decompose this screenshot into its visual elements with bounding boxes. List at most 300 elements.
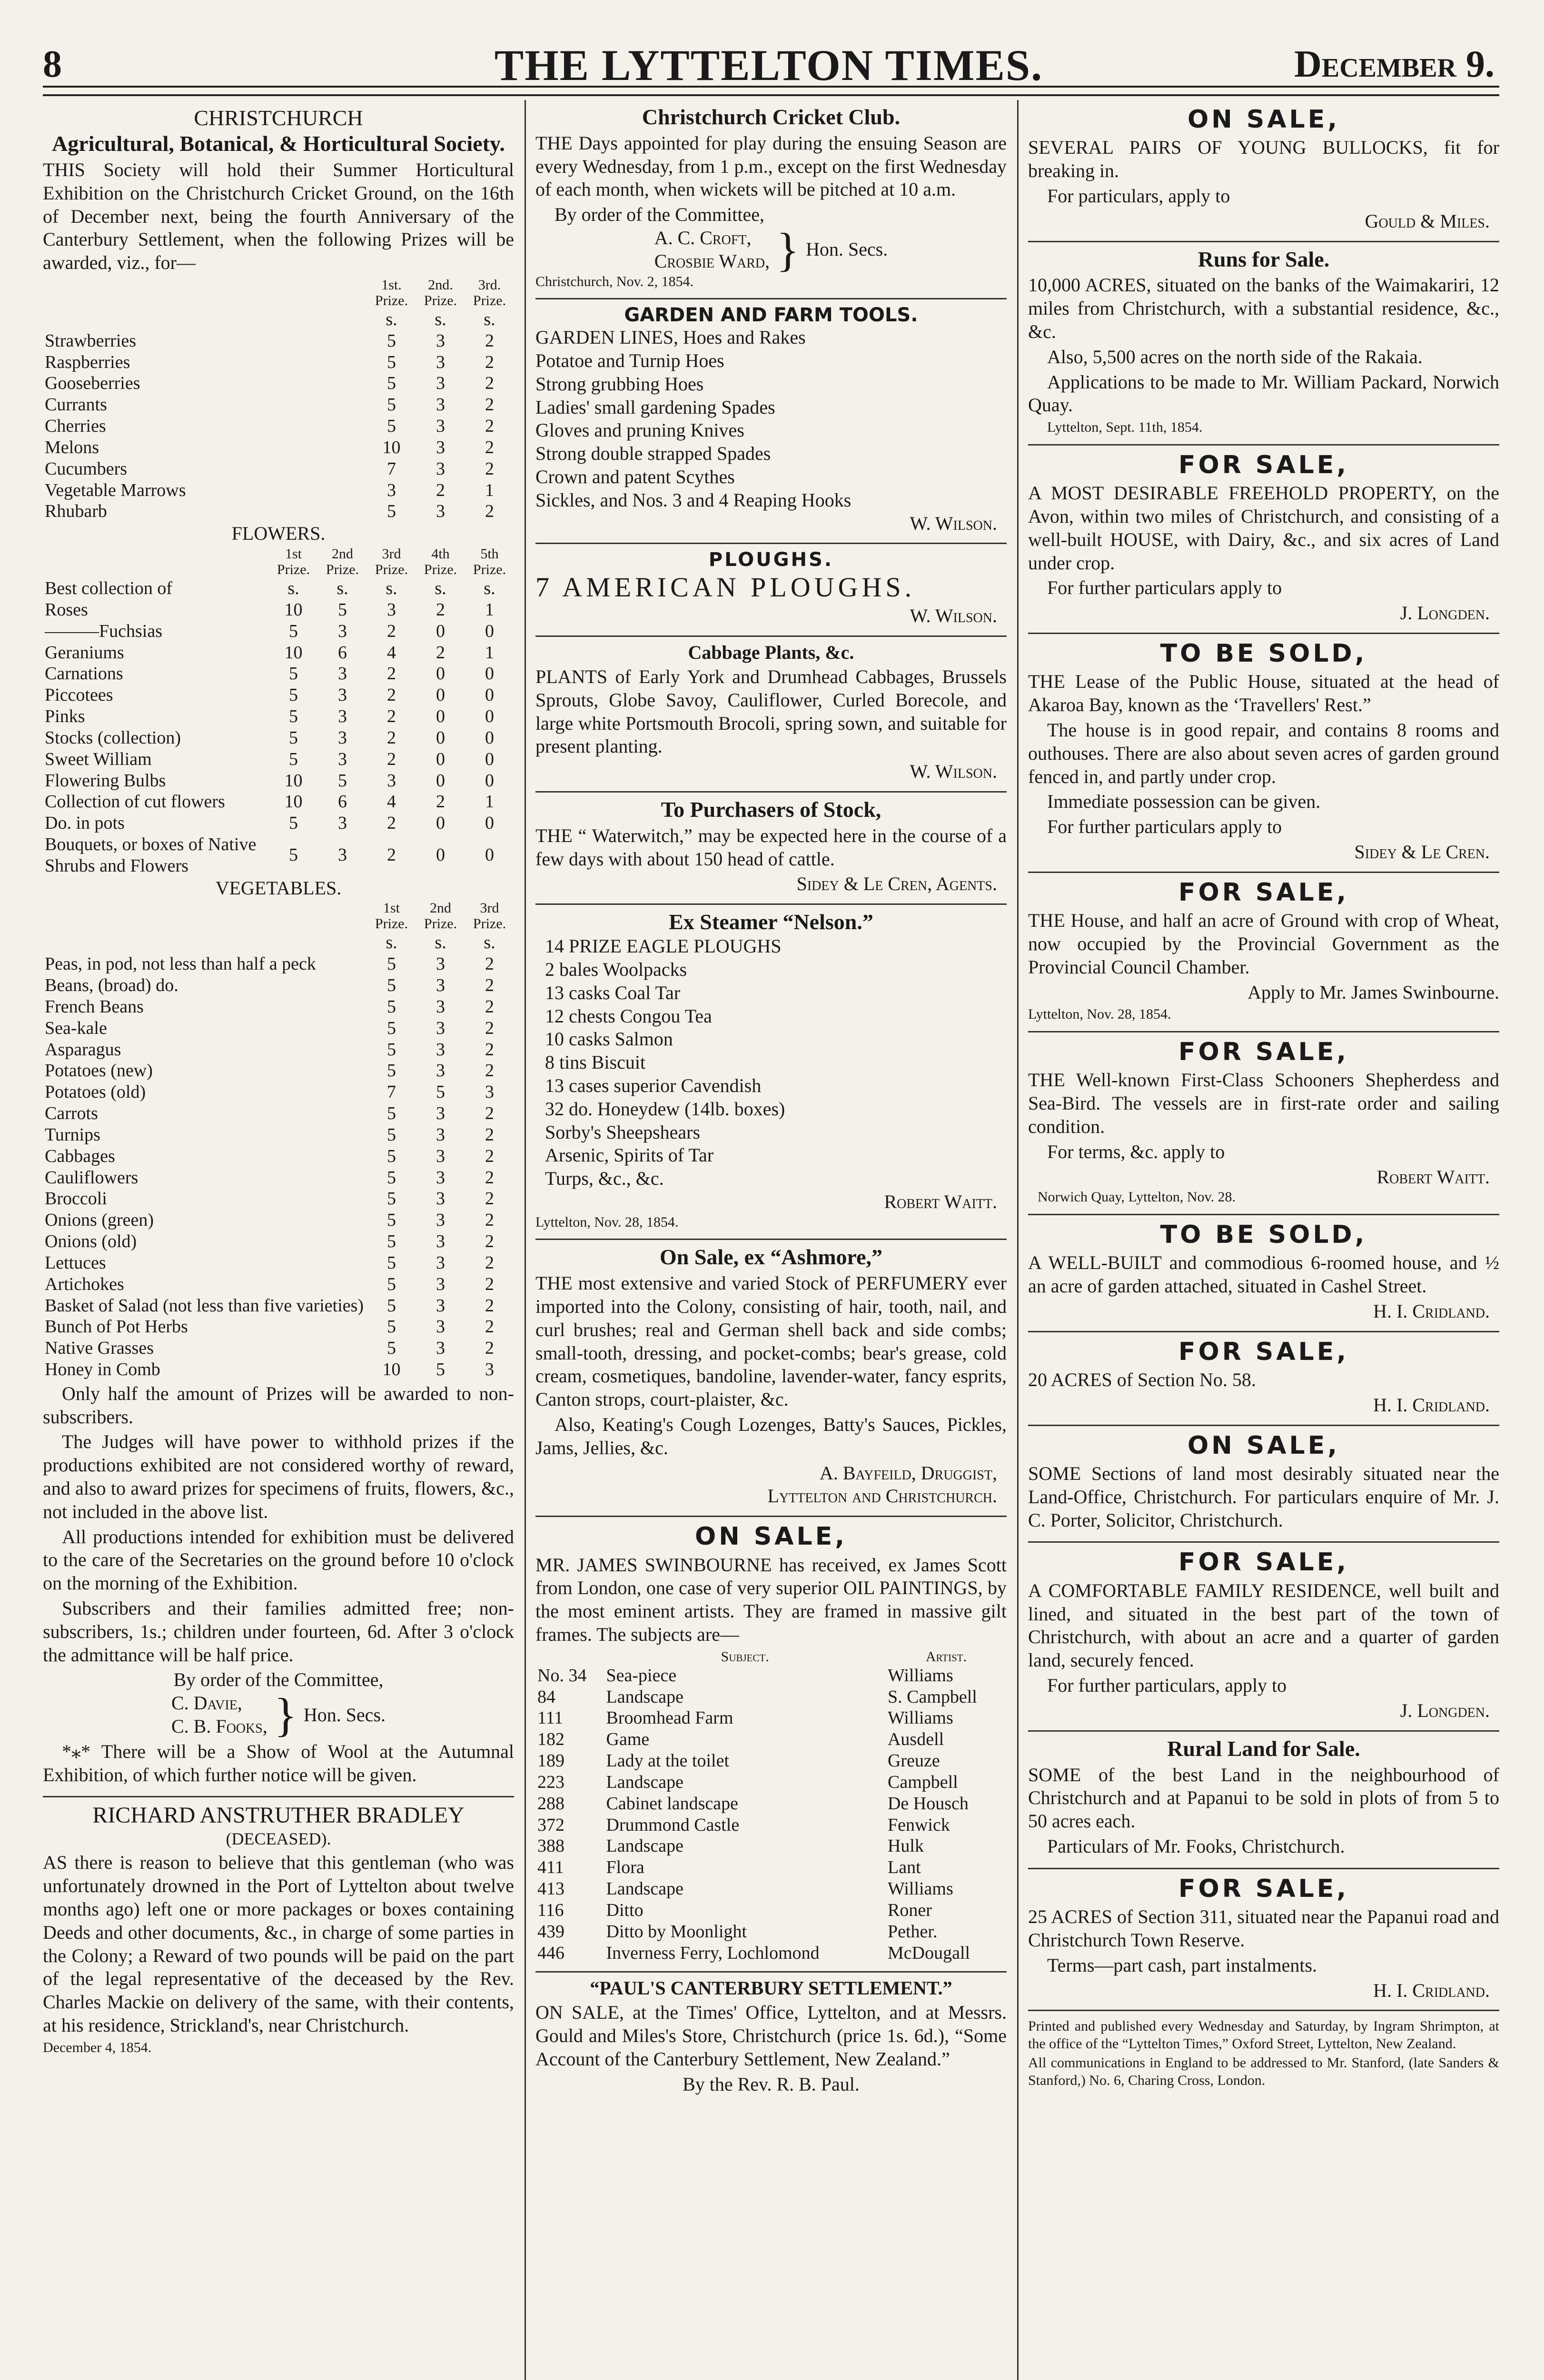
prize-category: Native Grasses	[45, 1338, 154, 1359]
prize-amount: 7	[387, 1082, 396, 1102]
prize-amount: 5	[436, 1082, 445, 1102]
prize-amount: 5	[387, 330, 396, 351]
masthead-rule	[43, 86, 1499, 96]
prize-amount: 3	[436, 1317, 445, 1337]
prize-amount: 3	[338, 685, 347, 705]
prize-amount: 2	[485, 1295, 494, 1316]
prize-amount: 0	[436, 621, 445, 641]
column-header: 3rd. Prize.	[473, 277, 506, 308]
prize-category: Onions (old)	[45, 1231, 137, 1252]
table-row	[43, 1274, 514, 1295]
notice-title: Christchurch Cricket Club.	[642, 105, 901, 129]
prize-amount: 5	[289, 727, 298, 748]
list-item: Turps, &c., &c.	[545, 1168, 664, 1190]
freehold-property-ad	[1028, 446, 1499, 634]
painting-number: 439	[537, 1921, 564, 1942]
prize-category: Cucumbers	[45, 458, 128, 479]
list-item: 13 casks Coal Tar	[545, 982, 681, 1003]
unit-label: s.	[435, 932, 446, 953]
painting-artist: Greuze	[887, 1751, 940, 1771]
prize-category: Sweet William	[45, 749, 152, 769]
painting-number: 111	[537, 1708, 564, 1728]
table-row	[535, 1943, 1007, 1964]
prize-category: Peas, in pod, not less than half a peck	[45, 954, 316, 974]
table-row	[535, 1793, 1007, 1815]
prize-amount: 3	[436, 975, 445, 996]
prize-amount: 5	[387, 1146, 396, 1166]
prize-amount: 3	[338, 664, 347, 684]
ad-signature: Gould & Miles.	[1365, 210, 1490, 232]
committee-order: By order of the Committee,	[173, 1669, 384, 1691]
column-1	[43, 100, 514, 2380]
table-row	[43, 1295, 514, 1317]
prize-amount: 5	[387, 996, 396, 1017]
prize-amount: 2	[387, 749, 396, 769]
prize-amount: 2	[485, 1231, 494, 1252]
prize-amount: 3	[338, 621, 347, 641]
prize-amount: 2	[485, 458, 494, 479]
list-item: 2 bales Woolpacks	[545, 958, 687, 980]
table-row	[43, 458, 514, 480]
prize-amount: 5	[387, 352, 396, 372]
prize-category: Carrots	[45, 1103, 98, 1124]
fruit-rows	[43, 330, 514, 522]
column-header: 1st. Prize.	[375, 277, 408, 308]
paintings-table	[535, 1648, 1007, 1964]
table-row	[535, 1815, 1007, 1836]
ad-body: MR. JAMES SWINBOURNE has received, ex James Scott from London, one case of very superior OIL PAINTINGS, by the most eminent artists. They are framed in massive gilt frames. The subjects are—	[535, 1554, 1007, 1645]
painting-subject: Cabinet landscape	[606, 1793, 739, 1814]
list-item: Potatoe and Turnip Hoes	[535, 350, 724, 372]
prize-amount: 5	[289, 845, 298, 865]
table-row	[43, 1103, 514, 1124]
column-2	[535, 100, 1007, 2380]
painting-number: 84	[537, 1686, 555, 1707]
prize-amount: 3	[436, 1061, 445, 1081]
prize-amount: 0	[436, 770, 445, 791]
prize-category: Currants	[45, 395, 107, 415]
table-row	[535, 1707, 1007, 1729]
prize-amount: 5	[436, 1359, 445, 1380]
prize-amount: 10	[382, 437, 401, 457]
prize-category: Carnations	[45, 664, 123, 684]
prize-amount: 3	[436, 1146, 445, 1166]
ad-title: Cabbage Plants, &c.	[688, 641, 854, 663]
prize-amount: 3	[338, 727, 347, 748]
prize-category: Beans, (broad) do.	[45, 975, 178, 996]
ad-title: FOR SALE,	[1178, 1548, 1349, 1577]
prize-category: Sea-kale	[45, 1018, 107, 1038]
ad-signature: W. Wilson.	[910, 512, 997, 534]
painting-number: 372	[537, 1815, 564, 1835]
stock-purchasers-ad	[535, 793, 1007, 905]
table-row	[43, 953, 514, 975]
painting-artist: Hulk	[887, 1836, 924, 1856]
rural-land-ad	[1028, 1732, 1499, 1869]
prize-category: Cherries	[45, 416, 106, 436]
prize-amount: 2	[387, 664, 396, 684]
painting-subject: Sea-piece	[606, 1665, 677, 1686]
table-row	[43, 1060, 514, 1081]
prize-amount: 3	[436, 954, 445, 974]
prize-amount: 3	[436, 996, 445, 1017]
ad-title: FOR SALE,	[1178, 878, 1349, 907]
secretary-name: A. C. Croft,	[654, 227, 752, 249]
list-item: 14 PRIZE EAGLE PLOUGHS	[545, 935, 782, 957]
secretaries-signature	[43, 1688, 514, 1741]
table-row	[43, 684, 514, 706]
prize-amount: 5	[289, 706, 298, 727]
cashel-street-house-ad	[1028, 1215, 1499, 1332]
prize-category: Honey in Comb	[45, 1359, 160, 1380]
prize-category: Geraniums	[45, 642, 124, 663]
table-row	[43, 706, 514, 727]
painting-artist: McDougall	[887, 1943, 970, 1963]
prize-amount: 3	[436, 1039, 445, 1060]
list-item: Strong double strapped Spades	[535, 443, 771, 465]
cabbage-plants-ad	[535, 637, 1007, 793]
wool-show-note: *⁎* There will be a Show of Wool at the Autumnal Exhibition, of which further notice will be given.	[43, 1740, 514, 1785]
prize-amount: 2	[485, 1039, 494, 1060]
flower-rows	[43, 599, 514, 877]
ad-signature: W. Wilson.	[910, 761, 997, 783]
prize-amount: 10	[284, 642, 303, 663]
prize-category: Cauliflowers	[45, 1167, 139, 1188]
painting-artist: Williams	[887, 1879, 953, 1899]
ad-body: THE “ Waterwitch,” may be expected here in the course of a few days with about 150 head of cattle.	[535, 824, 1007, 870]
prize-amount: 2	[387, 727, 396, 748]
prize-amount: 5	[387, 395, 396, 415]
notice-paragraph: Subscribers and their families admitted free; non-subscribers, 1s.; children under fourteen, 6d. After 3 o'clock the admittance will be half price.	[43, 1597, 514, 1666]
ad-title: To Purchasers of Stock,	[661, 797, 881, 822]
painting-subject: Landscape	[606, 1686, 683, 1707]
ploughs-ad	[535, 544, 1007, 637]
prize-amount: 0	[436, 749, 445, 769]
ad-body: A COMFORTABLE FAMILY RESIDENCE, well built and lined, and situated in the best part of the town of Christchurch, with about an acre and a quarter of garden land, securely fenced.	[1028, 1579, 1499, 1671]
column-divider	[525, 100, 526, 2380]
bradley-notice	[43, 1797, 514, 2064]
prize-amount: 0	[436, 845, 445, 865]
column-header: Artist.	[925, 1648, 967, 1665]
notice-title: RICHARD ANSTRUTHER BRADLEY	[92, 1803, 465, 1828]
ad-title: ON SALE,	[1188, 105, 1340, 134]
vegetable-prize-table	[43, 900, 514, 1380]
ad-body: THE most extensive and varied Stock of PERFUMERY ever imported into the Colony, consisting of hair, tooth, nail, and curl brushes; real and German shell back and side combs; small-tooth, dressing, and pocket-combs; bear's grease, cold cream, cosmetiques, bandoline, lavender-water, fancy esprits, Canton strops, court-plaister, &c.	[535, 1272, 1007, 1410]
prize-amount: 10	[284, 599, 303, 620]
ad-signature: W. Wilson.	[910, 605, 997, 627]
secretary-name: C. B. Fooks,	[171, 1716, 267, 1737]
painting-artist: Williams	[887, 1665, 953, 1686]
ad-body: Terms—part cash, part instalments.	[1047, 1954, 1317, 1976]
prize-amount: 3	[436, 501, 445, 522]
table-row	[43, 501, 514, 522]
prize-category: Rhubarb	[45, 501, 107, 522]
prize-amount: 3	[485, 1359, 494, 1380]
table-row	[43, 1359, 514, 1380]
ad-title: FOR SALE,	[1178, 1874, 1349, 1903]
prize-amount: 2	[387, 706, 396, 727]
prize-category: French Beans	[45, 996, 144, 1017]
unit-label: s.	[484, 932, 495, 953]
table-row	[43, 1231, 514, 1252]
prize-amount: 3	[436, 1018, 445, 1038]
column-header: Subject.	[721, 1648, 769, 1665]
unit-label: s.	[386, 932, 397, 953]
table-row	[43, 834, 514, 877]
brace-glyph: }	[776, 223, 800, 276]
prize-amount: 2	[485, 501, 494, 522]
ad-body: 10,000 ACRES, situated on the banks of the Waimakariri, 12 miles from Christchurch, with a substantial residence, &c., &c.	[1028, 274, 1499, 343]
prize-category: Bouquets, or boxes of Native Shrubs and Flowers	[45, 834, 257, 876]
prize-amount: 3	[338, 749, 347, 769]
ad-signature: H. I. Cridland.	[1373, 1300, 1490, 1322]
ad-body: Immediate possession can be given.	[1047, 791, 1321, 813]
schooners-ad	[1028, 1032, 1499, 1215]
ad-signature: Robert Waitt.	[1376, 1166, 1490, 1188]
column-header: 2nd Prize.	[326, 546, 359, 578]
prize-category: Broccoli	[45, 1189, 107, 1209]
prize-category: Cabbages	[45, 1146, 115, 1166]
ad-body: For particulars, apply to	[1047, 185, 1230, 207]
ad-author: By the Rev. R. B. Paul.	[683, 2073, 860, 2095]
prize-amount: 2	[485, 395, 494, 415]
prize-amount: 2	[485, 1210, 494, 1230]
prize-amount: 2	[485, 1018, 494, 1038]
prize-amount: 3	[436, 437, 445, 457]
notice-title: CHRISTCHURCH	[194, 106, 363, 130]
horticultural-society-notice	[43, 100, 514, 1797]
ad-body: For terms, &c. apply to	[1047, 1140, 1225, 1162]
prize-amount: 2	[387, 621, 396, 641]
prize-amount: 5	[387, 416, 396, 436]
prize-category: Vegetable Marrows	[45, 480, 186, 500]
prize-category: Strawberries	[45, 330, 137, 351]
prize-category: Roses	[45, 599, 88, 620]
painting-artist: Williams	[887, 1708, 953, 1728]
painting-number: 223	[537, 1772, 564, 1792]
table-row	[43, 727, 514, 749]
prize-amount: 6	[338, 642, 347, 663]
prize-amount: 5	[289, 749, 298, 769]
prize-amount: 3	[436, 1124, 445, 1145]
ad-body: For further particulars apply to	[1047, 577, 1282, 599]
ad-signature: Lyttelton and Christchurch.	[767, 1485, 997, 1507]
prize-amount: 0	[485, 706, 494, 727]
ad-body: A MOST DESIRABLE FREEHOLD PROPERTY, on the Avon, within two miles of Christchurch, and consisting of a well-built HOUSE, with Dairy, &c., and six acres of Land under crop.	[1028, 482, 1499, 574]
prize-amount: 4	[387, 642, 396, 663]
painting-artist: Campbell	[887, 1772, 958, 1792]
ad-signature: Sidey & Le Cren, Agents.	[796, 873, 997, 895]
ad-body: Applications to be made to Mr. William Packard, Norwich Quay.	[1028, 371, 1499, 416]
imprint-text: Printed and published every Wednesday and Saturday, by Ingram Shrimpton, at the office of the “Lyttelton Times,” Oxford Street, Lyttelton, New Zealand.	[1028, 2018, 1499, 2052]
prize-amount: 5	[289, 664, 298, 684]
prize-amount: 2	[387, 813, 396, 833]
brace-glyph: }	[274, 1688, 297, 1741]
prize-amount: 2	[485, 1252, 494, 1273]
notice-body: AS there is reason to believe that this gentleman (who was unfortunately drowned in the Port of Lyttelton about twelve months ago) left one or more packages or boxes containing Deeds and other documents, &c., in charge of some parties in the Colony; a Reward of two pounds will be paid on the part of the legal representative of the deceased by the Rev. Charles Mackie on delivery of the same, with their contents, at his residence, Strickland's, near Christchurch.	[43, 1852, 514, 2036]
prize-amount: 3	[436, 1295, 445, 1316]
prize-category: Potatoes (old)	[45, 1082, 146, 1102]
table-row	[43, 1146, 514, 1167]
ad-signature: J. Longden.	[1400, 602, 1490, 624]
imprint-text: All communications in England to be addressed to Mr. Stanford, (late Sanders & Stanford,) No. 6, Charing Cross, London.	[1028, 2055, 1499, 2089]
list-item: 8 tins Biscuit	[545, 1051, 646, 1073]
column-header: 1st Prize.	[375, 900, 408, 932]
secretary-name: C. Davie,	[171, 1692, 242, 1714]
ad-title: ON SALE,	[1188, 1431, 1340, 1460]
prize-category: Artichokes	[45, 1274, 124, 1294]
prize-category: Gooseberries	[45, 373, 140, 394]
list-item: Arsenic, Spirits of Tar	[545, 1144, 714, 1166]
painting-subject: Drummond Castle	[606, 1815, 740, 1835]
painting-number: 116	[537, 1900, 564, 1920]
flower-subheading: Best collection of	[45, 578, 173, 599]
table-row	[43, 437, 514, 458]
prize-amount: 2	[485, 330, 494, 351]
vegetable-rows	[43, 953, 514, 1380]
land-office-sections-ad	[1028, 1426, 1499, 1543]
prize-amount: 2	[485, 1189, 494, 1209]
notice-paragraph: All productions intended for exhibition must be delivered to the care of the Secretaries on the ground before 10 o'clock on the morning of the Exhibition.	[43, 1526, 514, 1594]
painting-artist: De Housch	[887, 1793, 969, 1814]
table-row	[43, 1124, 514, 1146]
prize-amount: 2	[387, 685, 396, 705]
table-row	[43, 975, 514, 996]
prize-amount: 6	[338, 792, 347, 812]
ad-signature: Sidey & Le Cren.	[1354, 841, 1490, 863]
painting-artist: Pether.	[887, 1921, 938, 1942]
prize-amount: 0	[436, 685, 445, 705]
hon-secs-label: Hon. Secs.	[303, 1704, 386, 1726]
list-item: 13 cases superior Cavendish	[545, 1074, 762, 1096]
painting-number: 413	[537, 1879, 564, 1899]
prize-amount: 3	[436, 1231, 445, 1252]
prize-category: Collection of cut flowers	[45, 792, 225, 812]
prize-amount: 0	[436, 664, 445, 684]
council-chamber-ad	[1028, 873, 1499, 1032]
table-row	[535, 1772, 1007, 1793]
prize-amount: 2	[485, 1274, 494, 1294]
ad-body: For further particulars, apply to	[1047, 1675, 1287, 1696]
prize-amount: 5	[387, 1210, 396, 1230]
column-divider	[1017, 100, 1019, 2380]
painting-number: 388	[537, 1836, 564, 1856]
fruit-prize-table	[43, 277, 514, 522]
table-row	[535, 1878, 1007, 1900]
prize-amount: 5	[289, 813, 298, 833]
table-row	[43, 791, 514, 813]
table-row	[43, 1081, 514, 1103]
prize-amount: 3	[436, 458, 445, 479]
notice-subtitle: (DECEASED).	[226, 1829, 331, 1848]
ad-signature: J. Longden.	[1400, 1699, 1490, 1721]
unit-label: s.	[386, 578, 397, 599]
prize-category: Piccotees	[45, 685, 113, 705]
table-row	[535, 1900, 1007, 1921]
painting-subject: Broomhead Farm	[606, 1708, 733, 1728]
ad-title: FOR SALE,	[1178, 450, 1349, 479]
table-row	[43, 621, 514, 642]
item-list	[535, 326, 1007, 512]
unit-label: s.	[484, 578, 495, 599]
table-row	[43, 1210, 514, 1231]
table-row	[43, 1039, 514, 1061]
ad-body: THE House, and half an acre of Ground with crop of Wheat, now occupied by the Provincial Government as the Provincial Council Chamber.	[1028, 910, 1499, 978]
ad-body: Particulars of Mr. Fooks, Christchurch.	[1047, 1835, 1345, 1857]
table-row	[43, 394, 514, 416]
ad-body: SEVERAL PAIRS OF YOUNG BULLOCKS, fit for breaking in.	[1028, 137, 1499, 182]
ad-title: Rural Land for Sale.	[1167, 1736, 1360, 1761]
prize-amount: 3	[387, 480, 396, 500]
ad-body: Also, 5,500 acres on the north side of the Rakaia.	[1047, 346, 1423, 367]
prize-category: Lettuces	[45, 1252, 106, 1273]
prize-amount: 2	[436, 480, 445, 500]
runs-for-sale-ad	[1028, 242, 1499, 446]
column-header: 2nd Prize.	[424, 900, 457, 932]
unit-label: s.	[435, 578, 446, 599]
hon-secs-label: Hon. Secs.	[806, 238, 888, 260]
notice-body: THE Days appointed for play during the ensuing Season are every Wednesday, from 1 p.m., except on the first Wednesday of each month, when wickets will be pitched at 10 a.m.	[535, 132, 1007, 200]
table-row	[43, 1316, 514, 1338]
prize-amount: 2	[485, 1103, 494, 1124]
prize-amount: 3	[436, 416, 445, 436]
prize-amount: 2	[485, 1146, 494, 1166]
prize-amount: 1	[485, 480, 494, 500]
prize-amount: 5	[387, 1167, 396, 1188]
ad-body: The house is in good repair, and contains 8 rooms and outhouses. There are also about seven acres of garden ground fenced in, and partly under crop.	[1028, 719, 1499, 787]
prize-amount: 2	[387, 845, 396, 865]
section-58-ad	[1028, 1332, 1499, 1426]
prize-amount: 0	[485, 664, 494, 684]
prize-amount: 1	[485, 599, 494, 620]
item-list	[535, 935, 1007, 1190]
painting-number: 411	[537, 1857, 564, 1878]
notice-paragraph: Only half the amount of Prizes will be awarded to non-subscribers.	[43, 1382, 514, 1428]
painting-subject: Inverness Ferry, Lochlomond	[606, 1943, 820, 1963]
ad-title: FOR SALE,	[1178, 1037, 1349, 1066]
table-row	[43, 330, 514, 352]
table-row	[535, 1857, 1007, 1878]
section-311-ad	[1028, 1869, 1499, 2012]
ad-date: Lyttelton, Nov. 28, 1854.	[1028, 1006, 1171, 1022]
ad-title: ON SALE,	[695, 1522, 847, 1551]
prize-category: Do. in pots	[45, 813, 125, 833]
table-row	[43, 352, 514, 373]
prize-amount: 0	[485, 770, 494, 791]
prize-amount: 3	[387, 770, 396, 791]
unit-label: s.	[337, 578, 348, 599]
list-item: Gloves and pruning Knives	[535, 419, 744, 441]
ad-body: ON SALE, at the Times' Office, Lyttelton, and at Messrs. Gould and Miles's Store, Christchurch (price 1s. 6d.), “Some Account of the Canterbury Settlement, New Zealand.”	[535, 2002, 1007, 2070]
ad-title: Runs for Sale.	[1198, 247, 1330, 271]
notice-paragraph: The Judges will have power to withhold prizes if the productions exhibited are not considered worthy of reward, and also to award prizes for specimens of fruits, flowers, &c., not included in the above list.	[43, 1431, 514, 1522]
prize-amount: 3	[436, 1252, 445, 1273]
table-row	[535, 1686, 1007, 1708]
list-item: Strong grubbing Hoes	[535, 373, 704, 395]
secretaries-signature	[535, 223, 1007, 276]
prize-amount: 2	[485, 954, 494, 974]
prize-amount: 3	[338, 706, 347, 727]
prize-amount: 3	[436, 1189, 445, 1209]
prize-amount: 10	[284, 770, 303, 791]
prize-category: Asparagus	[45, 1039, 121, 1060]
prize-amount: 3	[436, 1210, 445, 1230]
prize-amount: 5	[387, 1189, 396, 1209]
table-row	[43, 642, 514, 664]
list-item: 12 chests Congou Tea	[545, 1005, 712, 1027]
notice-subtitle: Agricultural, Botanical, & Horticultural Society.	[52, 131, 505, 156]
prize-amount: 5	[387, 1317, 396, 1337]
